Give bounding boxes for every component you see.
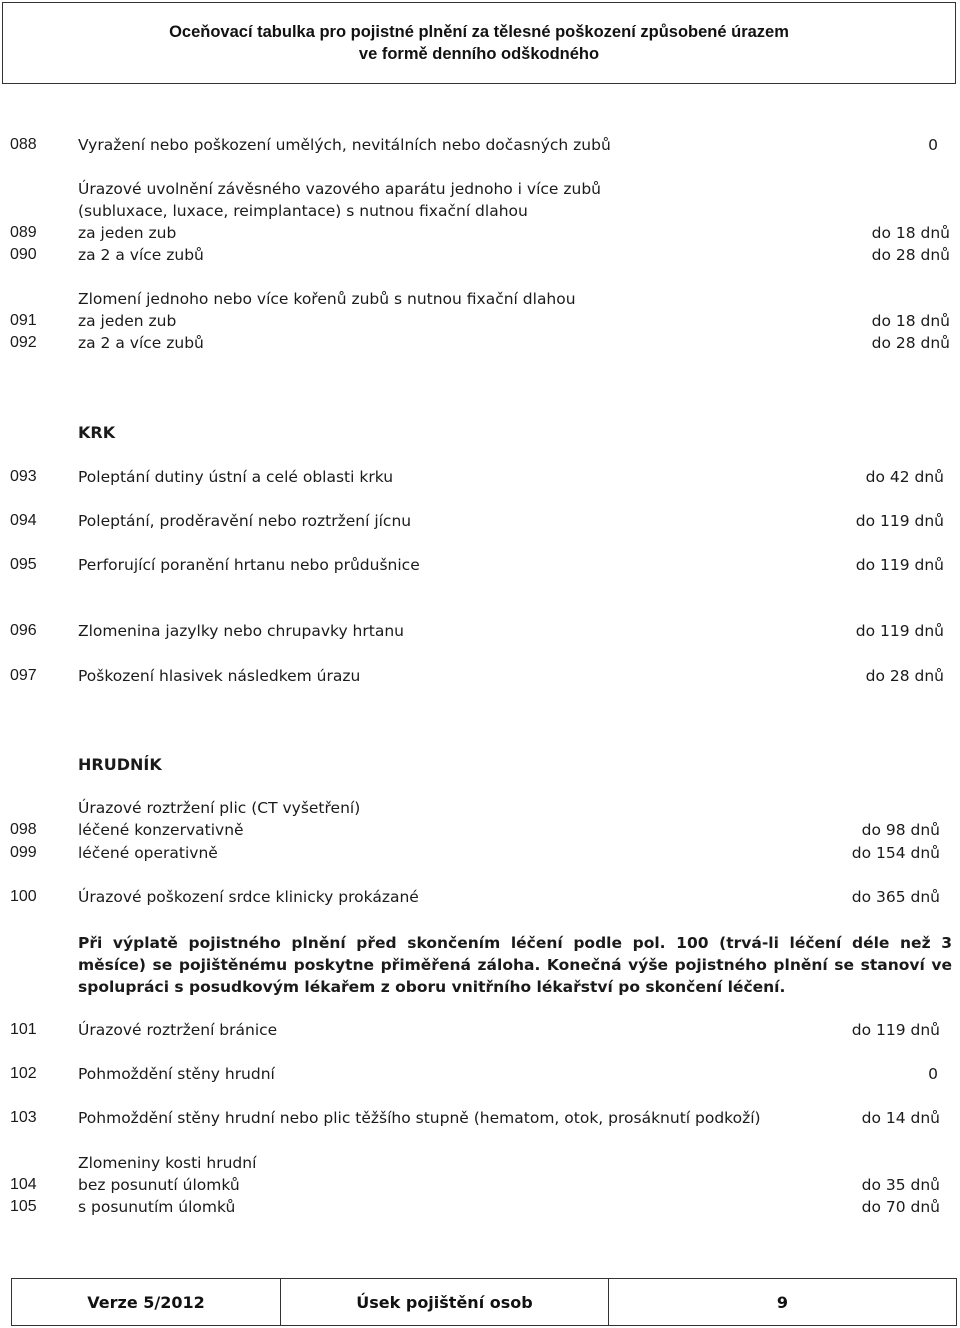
- row-value: do 35 dnů: [861, 1176, 940, 1194]
- row-value: do 119 dnů: [851, 1021, 940, 1039]
- row-code: 088: [10, 136, 37, 153]
- row-code: 089: [10, 224, 37, 241]
- footer-department: Úsek pojištění osob: [281, 1278, 609, 1326]
- note-paragraph: Při výplatě pojistného plnění před skončením léčení podle pol. 100 (trvá-li léčení déle než 3 měsíce) se pojištěnému poskytne přiměřená záloha. Konečná výše pojistného plnění se stanoví ve spolupráci s posudkovým lékařem z oboru vnitřního lékařství po skončení léčení.: [78, 934, 952, 996]
- section-heading-hrudnik: HRUDNÍK: [78, 755, 162, 774]
- row-description: za 2 a více zubů: [78, 334, 204, 352]
- group-heading: (subluxace, luxace, reimplantace) s nutnou fixační dlahou: [78, 202, 528, 220]
- row-code: 090: [10, 246, 37, 263]
- row-code: 094: [10, 512, 37, 529]
- group-heading: Zlomeniny kosti hrudní: [78, 1154, 257, 1172]
- row-code: 099: [10, 844, 37, 861]
- footer-version: Verze 5/2012: [11, 1278, 281, 1326]
- row-description: léčené konzervativně: [78, 821, 244, 839]
- row-code: 101: [10, 1021, 37, 1038]
- row-description: léčené operativně: [78, 844, 218, 862]
- row-code: 095: [10, 556, 37, 573]
- row-value: do 14 dnů: [861, 1109, 940, 1127]
- row-value: do 154 dnů: [851, 844, 940, 862]
- row-code: 105: [10, 1198, 37, 1215]
- row-description: bez posunutí úlomků: [78, 1176, 240, 1194]
- row-value: do 98 dnů: [861, 821, 940, 839]
- document-title-line-2: ve formě denního odškodného: [358, 45, 600, 63]
- row-code: 091: [10, 312, 37, 329]
- group-heading: Úrazové roztržení plic (CT vyšetření): [78, 799, 361, 817]
- row-description: s posunutím úlomků: [78, 1198, 236, 1216]
- row-description: Poleptání dutiny ústní a celé oblasti krku: [78, 468, 394, 486]
- row-description: Poškození hlasivek následkem úrazu: [78, 667, 361, 685]
- row-code: 102: [10, 1065, 37, 1082]
- section-heading-krk: KRK: [78, 423, 116, 442]
- row-code: 097: [10, 667, 37, 684]
- row-description: Pohmoždění stěny hrudní: [78, 1065, 275, 1083]
- row-value: do 365 dnů: [851, 888, 940, 906]
- row-value: do 119 dnů: [855, 512, 944, 530]
- row-value: do 18 dnů: [871, 224, 950, 242]
- document-title-box: [2, 2, 956, 84]
- row-value: do 28 dnů: [871, 246, 950, 264]
- row-description: za jeden zub: [78, 224, 177, 242]
- row-description: Pohmoždění stěny hrudní nebo plic těžšího stupně (hematom, otok, prosáknutí podkoží): [78, 1109, 761, 1127]
- row-value: do 119 dnů: [855, 556, 944, 574]
- row-value: do 119 dnů: [855, 622, 944, 640]
- row-code: 093: [10, 468, 37, 485]
- row-code: 103: [10, 1109, 37, 1126]
- row-value: do 18 dnů: [871, 312, 950, 330]
- page-footer: [11, 1278, 957, 1326]
- row-code: 098: [10, 821, 37, 838]
- row-description: za 2 a více zubů: [78, 246, 204, 264]
- row-code: 096: [10, 622, 37, 639]
- row-description: za jeden zub: [78, 312, 177, 330]
- row-value: 0: [928, 1065, 938, 1083]
- document-title-line-1: Oceňovací tabulka pro pojistné plnění za tělesné poškození způsobené úrazem: [169, 23, 789, 41]
- row-code: 100: [10, 888, 37, 905]
- row-value: do 28 dnů: [871, 334, 950, 352]
- row-code: 092: [10, 334, 37, 351]
- row-code: 104: [10, 1176, 37, 1193]
- row-value: 0: [928, 136, 938, 154]
- row-description: Úrazové roztržení bránice: [78, 1021, 278, 1039]
- footer-page-number: 9: [609, 1278, 957, 1326]
- row-value: do 42 dnů: [865, 468, 944, 486]
- row-value: do 28 dnů: [865, 667, 944, 685]
- row-description: Vyražení nebo poškození umělých, nevitálních nebo dočasných zubů: [78, 136, 611, 154]
- row-description: Perforující poranění hrtanu nebo průdušnice: [78, 556, 420, 574]
- row-value: do 70 dnů: [861, 1198, 940, 1216]
- group-heading: Zlomení jednoho nebo více kořenů zubů s nutnou fixační dlahou: [78, 290, 576, 308]
- group-heading: Úrazové uvolnění závěsného vazového aparátu jednoho i více zubů: [78, 180, 601, 198]
- row-description: Zlomenina jazylky nebo chrupavky hrtanu: [78, 622, 404, 640]
- row-description: Úrazové poškození srdce klinicky prokázané: [78, 888, 419, 906]
- row-description: Poleptání, proděravění nebo roztržení jícnu: [78, 512, 412, 530]
